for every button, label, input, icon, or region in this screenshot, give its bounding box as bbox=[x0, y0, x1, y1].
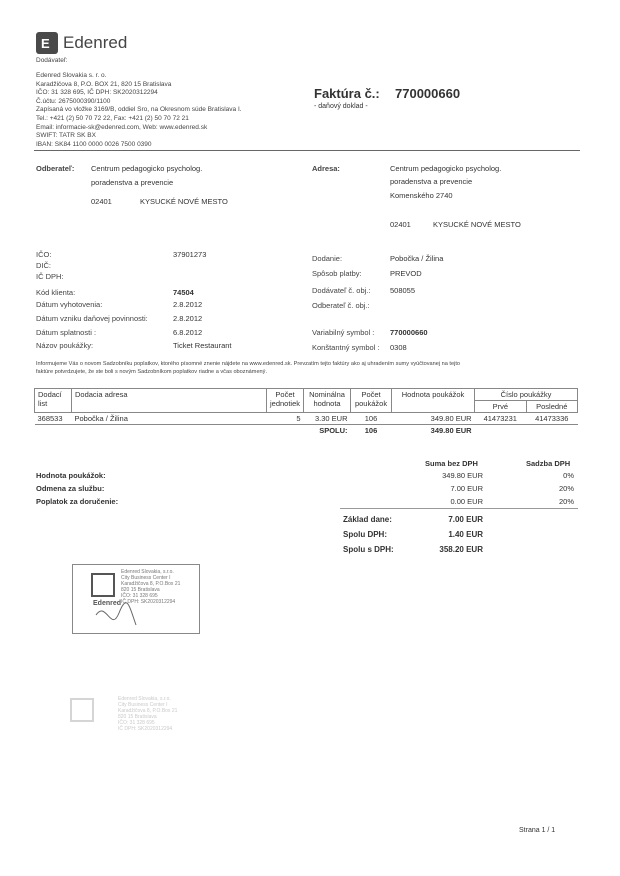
customer-name2: poradenstva a prevencie bbox=[91, 178, 174, 187]
invoice-number: 770000660 bbox=[395, 86, 461, 101]
stamp-line: IČ DPH: SK2020312294 bbox=[118, 726, 173, 732]
variable-symbol-label: Variabilný symbol : bbox=[312, 328, 375, 337]
client-code-value: 74504 bbox=[173, 288, 194, 297]
constant-symbol-value: 0308 bbox=[390, 343, 407, 352]
notice-line2: faktúre potvrdzujete, že ste boli s novým Sadzobníkom poplatkov riadne a včas oboznámený. bbox=[36, 369, 268, 375]
stamp-line: Edenred Slovakia, s.r.o. bbox=[118, 696, 171, 702]
stamp-brand: Edenred bbox=[93, 600, 122, 607]
address-street: Komenského 2740 bbox=[390, 191, 453, 200]
signature bbox=[91, 595, 141, 635]
supplier-block bbox=[36, 72, 242, 149]
invoice-title: Faktúra č.: bbox=[314, 86, 380, 101]
stamp-logo-icon bbox=[91, 573, 115, 597]
variable-symbol-value: 770000660 bbox=[390, 328, 428, 337]
ico-value: 37901273 bbox=[173, 250, 207, 259]
cell-count: 106 bbox=[364, 414, 378, 423]
voucher-name-label: Názov poukážky: bbox=[36, 341, 94, 350]
due-date-label: Dátum splatnosti : bbox=[36, 328, 97, 337]
issue-date-label: Dátum vyhotovenia: bbox=[36, 300, 103, 309]
summary-row-amount: 349.80 EUR bbox=[442, 471, 483, 480]
payment-value: PREVOD bbox=[390, 269, 422, 278]
summary-row-label: Hodnota poukážok: bbox=[36, 471, 106, 480]
customer-name1: Centrum pedagogicko psycholog. bbox=[91, 164, 203, 173]
supplier-line: Tel.: +421 (2) 50 70 72 22, Fax: +421 (2) 50 70 72 21 bbox=[36, 114, 189, 122]
summary-row-rate: 20% bbox=[558, 484, 574, 493]
sum-value: 349.80 EUR bbox=[430, 426, 472, 435]
address-name1: Centrum pedagogicko psycholog. bbox=[390, 164, 502, 173]
page-number: Strana 1 / 1 bbox=[519, 827, 556, 834]
dic-label: DIČ: bbox=[36, 261, 51, 270]
summary-row-label: Odmena za službu: bbox=[36, 484, 105, 493]
stamp-line: IČO: 31 328 695 bbox=[118, 720, 155, 726]
items-table bbox=[34, 388, 578, 436]
cell-last: 41473336 bbox=[535, 414, 569, 423]
vat-label: Spolu DPH: bbox=[343, 530, 387, 539]
notice-line1: Informujeme Vás o novom Sadzobníku poplatkov, ktorého písomné znenie nájdete na www.edenred.sk. Prevzatím tejto faktúry ako aj uhradením sumy vyúčtovanej na tejto bbox=[36, 361, 461, 367]
constant-symbol-label: Konštantný symbol : bbox=[312, 343, 380, 352]
divider bbox=[340, 508, 578, 509]
supplier-line: Karadžičova 8, P.O. BOX 21, 820 15 Bratislava bbox=[36, 80, 172, 88]
payment-label: Spôsob platby: bbox=[312, 269, 362, 278]
summary-row-amount: 0.00 EUR bbox=[450, 497, 483, 506]
cell-address: Pobočka / Žilina bbox=[74, 414, 128, 423]
base-value: 7.00 EUR bbox=[448, 515, 483, 524]
faded-logo-icon bbox=[70, 698, 94, 722]
ico-label: IČO: bbox=[36, 250, 52, 259]
stamp-line: 820 15 Bratislava bbox=[121, 587, 160, 593]
summary-row-rate: 20% bbox=[558, 497, 574, 506]
logo-text: Edenred bbox=[63, 33, 128, 52]
total-value: 358.20 EUR bbox=[439, 545, 483, 554]
address-zip: 02401 bbox=[390, 220, 411, 229]
cell-value: 349.80 EUR bbox=[430, 414, 472, 423]
voucher-name-value: Ticket Restaurant bbox=[173, 341, 232, 350]
stamp-line: Karadžičova 8, P.O.Box 21 bbox=[118, 708, 178, 714]
address-name2: poradenstva a prevencie bbox=[390, 177, 473, 186]
supplier-line: Email: informacie-sk@edenred.com, Web: www.edenred.sk bbox=[36, 123, 208, 131]
summary-row-label: Poplatok za doručenie: bbox=[36, 497, 119, 506]
supplier-label: Dodávateľ: bbox=[36, 57, 68, 64]
summary-rate-header: Sadzba DPH bbox=[526, 459, 571, 468]
icdph-label: IČ DPH: bbox=[36, 272, 64, 281]
address-city: KYSUCKÉ NOVÉ MESTO bbox=[433, 220, 521, 229]
customer-label: Odberateľ: bbox=[36, 164, 75, 173]
delivery-value: Pobočka / Žilina bbox=[390, 254, 444, 263]
th-voucher-number: Číslo poukážky bbox=[475, 389, 578, 401]
total-label: Spolu s DPH: bbox=[343, 545, 394, 554]
cell-note: 368533 bbox=[37, 414, 63, 423]
stamp-line: IČ DPH: SK2020312294 bbox=[121, 599, 176, 605]
supplier-order-value: 508055 bbox=[390, 286, 416, 295]
summary-row-amount: 7.00 EUR bbox=[450, 484, 483, 493]
th-last: Posledné bbox=[526, 401, 577, 413]
edenred-logo-icon: E bbox=[36, 32, 58, 54]
base-label: Základ dane: bbox=[343, 515, 392, 524]
address-label: Adresa: bbox=[312, 164, 340, 173]
divider bbox=[34, 150, 580, 151]
stamp-line: City Business Center I bbox=[121, 575, 171, 581]
tax-date-value: 2.8.2012 bbox=[173, 314, 203, 323]
summary-row-rate: 0% bbox=[563, 471, 574, 480]
customer-city: KYSUCKÉ NOVÉ MESTO bbox=[140, 197, 228, 206]
th-count: Počet poukážok bbox=[351, 389, 392, 413]
supplier-line: Edenred Slovakia s. r. o. bbox=[36, 72, 107, 79]
th-nominal: Nominálna hodnota bbox=[304, 389, 351, 413]
faded-stamp-lines bbox=[118, 696, 177, 732]
supplier-line: Č.účtu: 2675000390/1100 bbox=[36, 97, 111, 105]
cell-nominal: 3.30 EUR bbox=[315, 414, 348, 423]
stamp-line: 820 15 Bratislava bbox=[118, 714, 157, 720]
th-delivery-address: Dodacia adresa bbox=[72, 389, 267, 413]
delivery-label: Dodanie: bbox=[312, 254, 343, 263]
supplier-line: IČO: 31 328 695, IČ DPH: SK2020312294 bbox=[36, 89, 158, 97]
summary-sum-header: Suma bez DPH bbox=[425, 459, 478, 468]
client-code-label: Kód klienta: bbox=[36, 288, 76, 297]
stamp-line: Edenred Slovakia, s.r.o. bbox=[121, 569, 174, 575]
company-stamp bbox=[72, 564, 200, 634]
sum-label: SPOLU: bbox=[319, 426, 348, 435]
customer-zip: 02401 bbox=[91, 197, 112, 206]
due-date-value: 6.8.2012 bbox=[173, 328, 203, 337]
supplier-line: Zapísaná vo vložke 3169/B, oddiel Sro, na Okresnom súde Bratislava I. bbox=[36, 106, 242, 114]
th-first: Prvé bbox=[475, 401, 526, 413]
vat-value: 1.40 EUR bbox=[448, 530, 483, 539]
th-value: Hodnota poukážok bbox=[392, 389, 475, 413]
cell-first: 41473231 bbox=[483, 414, 517, 423]
stamp-line: City Business Center I bbox=[118, 702, 168, 708]
th-delivery-note: Dodací list bbox=[35, 389, 72, 413]
stamp-line: Karadžičova 8, P.O.Box 21 bbox=[121, 581, 181, 587]
table-row bbox=[35, 413, 578, 425]
supplier-order-label: Dodávateľ č. obj.: bbox=[312, 286, 371, 295]
supplier-line: IBAN: SK84 1100 0000 0026 7500 0390 bbox=[36, 140, 152, 148]
cell-units: 5 bbox=[296, 414, 301, 423]
sum-row bbox=[35, 425, 578, 437]
supplier-line: SWIFT: TATR SK BX bbox=[36, 132, 96, 140]
invoice-subtitle: - daňový doklad - bbox=[314, 103, 368, 110]
sum-count: 106 bbox=[364, 426, 378, 435]
tax-date-label: Dátum vzniku daňovej povinnosti: bbox=[36, 314, 148, 323]
th-units: Počet jednotiek bbox=[267, 389, 304, 413]
customer-order-label: Odberateľ č. obj.: bbox=[312, 301, 370, 310]
faded-stamp bbox=[68, 694, 196, 740]
stamp-line: IČO: 31 328 695 bbox=[121, 593, 158, 599]
issue-date-value: 2.8.2012 bbox=[173, 300, 203, 309]
